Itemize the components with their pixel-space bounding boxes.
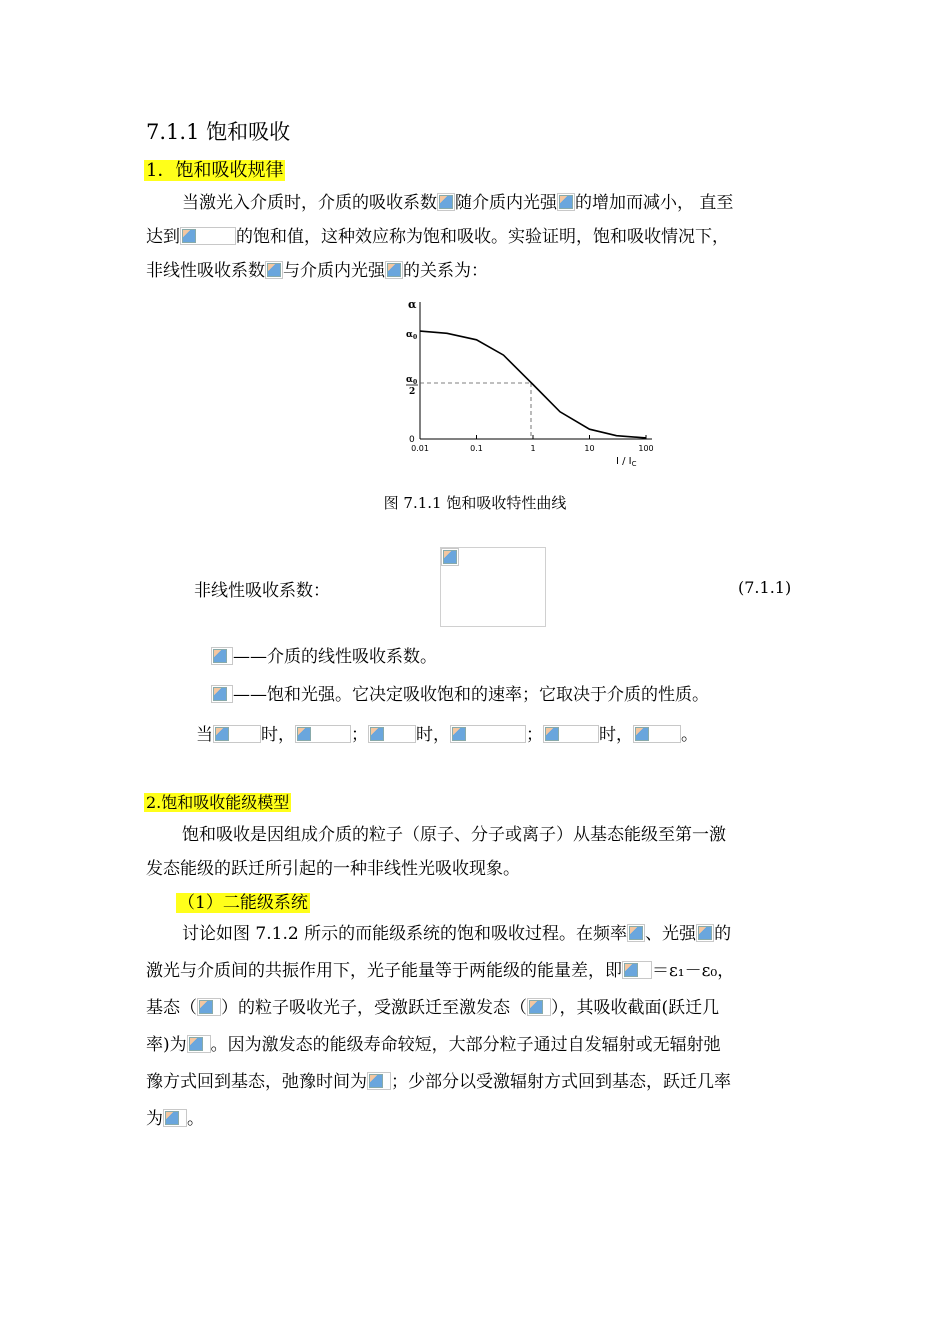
text-span: 讨论如图 7.1.2 所示的而能级系统的饱和吸收过程。在频率 xyxy=(182,924,628,944)
text-span: 激光与介质间的共振作用下，光子能量等于两能级的能量差，即 xyxy=(146,961,622,981)
text-span: 与介质内光强 xyxy=(283,261,385,281)
x-tick-labels xyxy=(411,435,654,453)
text-span: ），其吸收截面(跃迁几 xyxy=(551,998,720,1018)
text-span: 时， xyxy=(599,725,633,745)
paragraph-two-level-line-6 xyxy=(146,1101,810,1138)
y-axis-symbol: α xyxy=(408,298,417,311)
x-axis-label-sub: C xyxy=(631,460,637,468)
y-tick-alpha0-symbol: α xyxy=(406,330,413,340)
equation-image xyxy=(440,547,546,627)
x-axis-label xyxy=(616,456,637,468)
paragraph-intro xyxy=(146,186,810,288)
definition-saturation-intensity xyxy=(211,680,709,705)
text-span: 随介质内光强 xyxy=(455,193,557,213)
text-span: ；少部分以受激辐射方式回到基态，跃迁几率 xyxy=(391,1072,731,1092)
text-span: ——饱和光强。它决定吸收饱和的速率；它取决于介质的性质。 xyxy=(233,685,709,705)
figure-caption: 图 7.1.1 饱和吸收特性曲线 xyxy=(383,494,567,512)
text-span: ； xyxy=(526,725,543,745)
formula-image-icon xyxy=(437,193,455,211)
definition-linear-absorption xyxy=(211,642,437,667)
paragraph-energy-level xyxy=(146,818,810,886)
paragraph-two-level-line-1 xyxy=(146,916,810,953)
text-span: 时， xyxy=(261,725,295,745)
heading-two-level-system xyxy=(176,888,310,913)
text-span: 当 xyxy=(196,725,213,745)
formula-image-icon xyxy=(295,725,351,743)
formula-image-icon xyxy=(622,961,652,979)
paragraph-intro-line-3 xyxy=(146,254,810,288)
y-tick-half-sub: 0 xyxy=(412,379,418,386)
text-span: 当激光入介质时，介质的吸收系数 xyxy=(182,193,437,213)
formula-image-icon xyxy=(696,924,714,942)
paragraph-intro-line-2 xyxy=(146,220,810,254)
condition-line xyxy=(196,720,698,745)
paragraph-intro-line-1 xyxy=(146,186,810,220)
y-tick-alpha0 xyxy=(406,330,417,341)
text-span: 、光强 xyxy=(645,924,697,944)
formula-image-icon xyxy=(163,1109,187,1127)
text-span: 。因为激发态的能级寿命较短，大部分粒子通过自发辐射或无辐射弛 xyxy=(210,1035,721,1055)
paragraph-two-level-line-4 xyxy=(146,1027,810,1064)
text-span: 的增加而减小， 直至 xyxy=(575,193,734,213)
paragraph-two-level-line-5 xyxy=(146,1064,810,1101)
paragraph-two-level-line-2 xyxy=(146,953,810,990)
formula-image-icon xyxy=(627,924,645,942)
y-tick-half-symbol: α xyxy=(406,375,413,385)
x-tick-label: 0.1 xyxy=(470,444,483,453)
formula-image-icon xyxy=(633,725,681,743)
formula-image-icon xyxy=(187,1035,211,1053)
x-tick-label: 1 xyxy=(530,444,536,453)
formula-image-icon xyxy=(213,725,261,743)
text-span: ——介质的线性吸收系数。 xyxy=(233,647,437,667)
y-tick-half-numerator xyxy=(406,375,417,386)
heading-two-level-system-text: （1）二能级系统 xyxy=(178,893,308,913)
heading-energy-level-model-text: 2.饱和吸收能级模型 xyxy=(146,793,290,812)
formula-image-icon xyxy=(557,193,575,211)
text-span: 的饱和值，这种效应称为饱和吸收。实验证明，饱和吸收情况下， xyxy=(236,227,729,247)
x-tick-label: 100 xyxy=(638,444,654,453)
section-title: 7.1.1 饱和吸收 xyxy=(146,120,291,144)
y-tick-zero: 0 xyxy=(409,435,415,445)
formula-image-icon xyxy=(211,647,233,665)
heading-energy-level-model xyxy=(144,790,291,813)
formula-image-icon xyxy=(180,227,236,245)
formula-image-icon xyxy=(527,998,551,1016)
text-span: ； xyxy=(351,725,368,745)
formula-image-icon xyxy=(265,261,283,279)
formula-image-icon xyxy=(385,261,403,279)
formula-image-icon xyxy=(197,998,221,1016)
formula-image-icon xyxy=(543,725,599,743)
text-span: 率)为 xyxy=(146,1035,187,1055)
equation-number: (7.1.1) xyxy=(738,578,792,597)
text-span: 。 xyxy=(187,1109,204,1129)
text-span: 的关系为： xyxy=(403,261,488,281)
text-span: 的 xyxy=(714,924,732,944)
text-span: ）的粒子吸收光子，受激跃迁至激发态（ xyxy=(221,998,527,1018)
formula-image-icon xyxy=(368,725,416,743)
heading-saturation-law xyxy=(144,156,285,182)
saturation-curve-chart xyxy=(396,292,666,472)
formula-image-icon xyxy=(367,1072,391,1090)
formula-image-icon xyxy=(441,548,459,566)
text-span: 非线性吸收系数 xyxy=(146,261,265,281)
y-tick-half-denominator: 2 xyxy=(409,387,416,397)
x-tick-label: 0.01 xyxy=(411,444,429,453)
text-span: 。 xyxy=(681,725,698,745)
paragraph-energy-level-line-1: 饱和吸收是因组成介质的粒子（原子、分子或离子）从基态能级至第一激 xyxy=(182,825,726,845)
text-span: 豫方式回到基态，弛豫时间为 xyxy=(146,1072,367,1092)
equation-label: 非线性吸收系数： xyxy=(194,581,330,601)
formula-image-icon xyxy=(450,725,526,743)
text-span: 为 xyxy=(146,1109,163,1129)
text-span: 时， xyxy=(416,725,450,745)
paragraph-two-level xyxy=(146,916,810,1138)
paragraph-two-level-line-3 xyxy=(146,990,810,1027)
text-span: 基态（ xyxy=(146,998,197,1018)
formula-image-icon xyxy=(211,685,233,703)
x-axis-label-main: I / I xyxy=(616,456,632,467)
paragraph-energy-level-line-2: 发态能级的跃迁所引起的一种非线性光吸收现象。 xyxy=(146,859,520,879)
heading-saturation-law-text: 1．饱和吸收规律 xyxy=(146,160,284,181)
saturation-curve-line xyxy=(420,331,646,438)
text-span: 达到 xyxy=(146,227,180,247)
y-tick-alpha0-sub: 0 xyxy=(412,334,418,341)
text-span: ＝ε₁－ε₀， xyxy=(652,961,735,981)
x-tick-label: 10 xyxy=(584,444,595,453)
